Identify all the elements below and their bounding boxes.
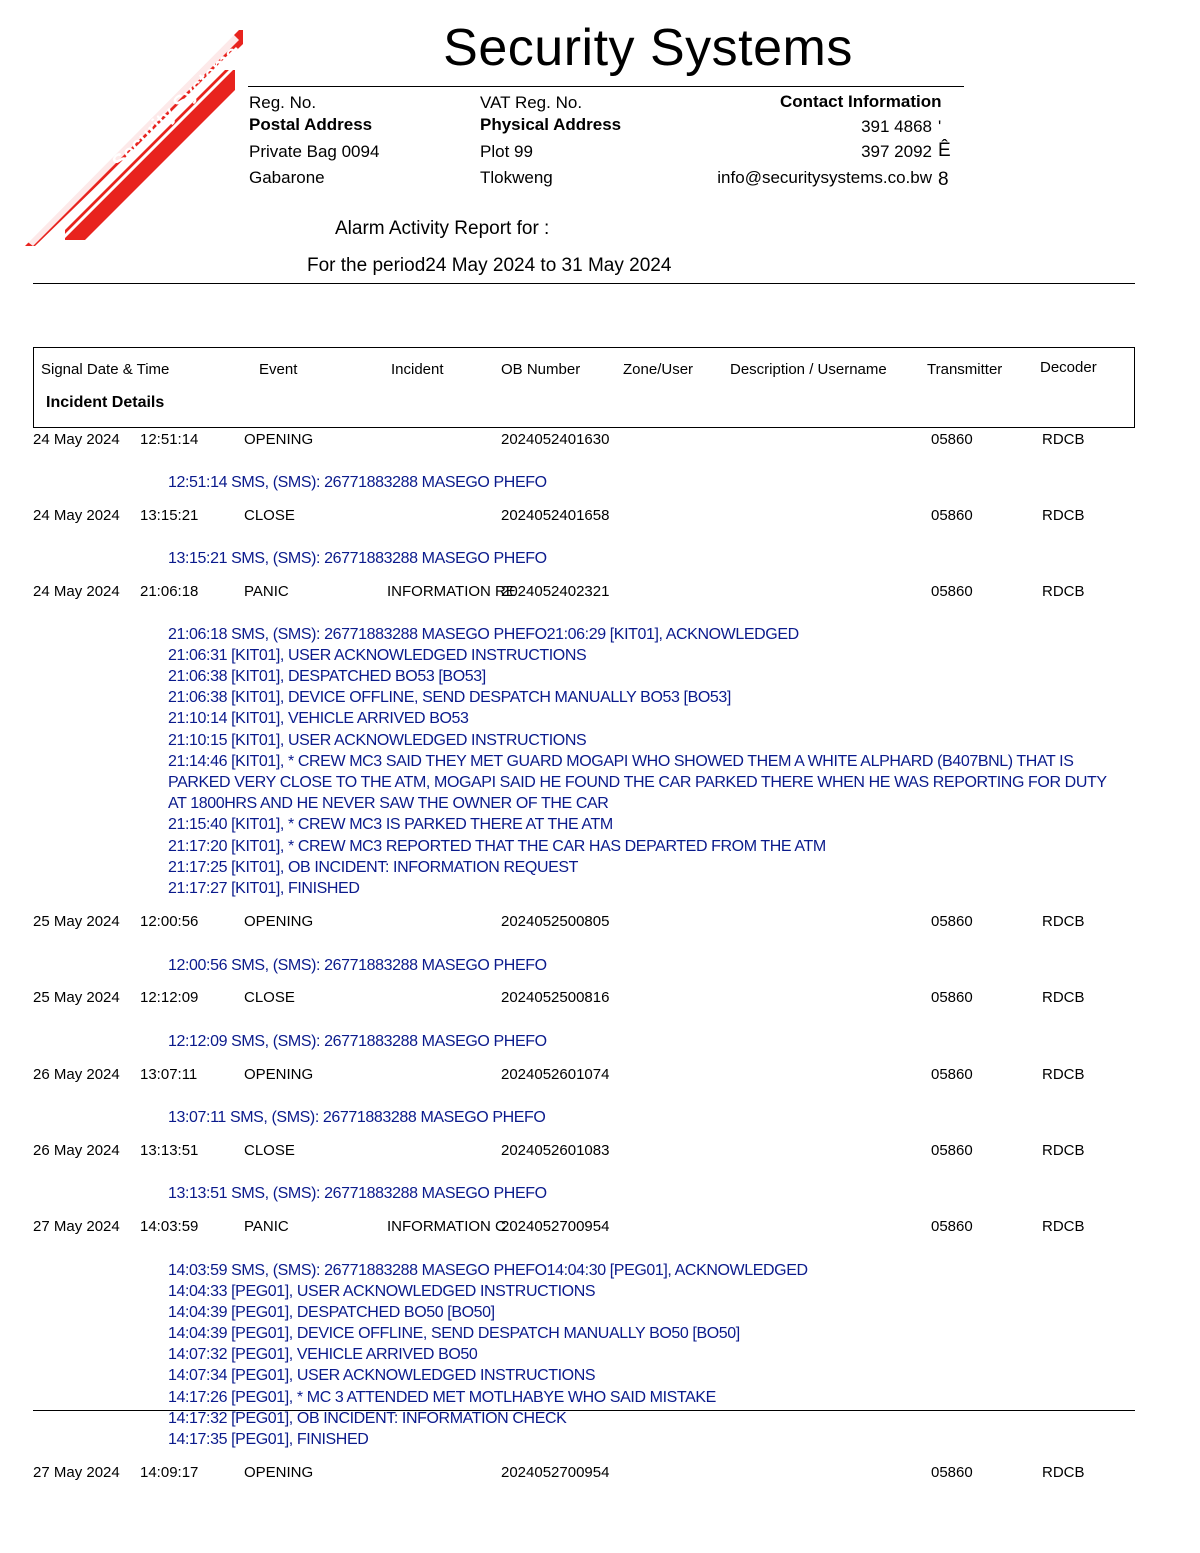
header-divider bbox=[33, 283, 1135, 284]
row-date: 26 May 2024 bbox=[33, 1066, 120, 1083]
row-time: 13:07:11 bbox=[140, 1066, 198, 1083]
vat-label: VAT Reg. No. bbox=[480, 93, 583, 112]
row-transmitter: 05860 bbox=[931, 431, 973, 448]
col-incident-details: Incident Details bbox=[46, 394, 165, 411]
detail-line: 14:04:33 [PEG01], USER ACKNOWLEDGED INSTRUCTIONS bbox=[168, 1283, 596, 1300]
row-date: 24 May 2024 bbox=[33, 507, 120, 524]
detail-line: 21:10:15 [KIT01], USER ACKNOWLEDGED INSTRUCTIONS bbox=[168, 732, 587, 749]
col-event: Event bbox=[259, 361, 298, 378]
row-time: 13:13:51 bbox=[140, 1142, 199, 1159]
row-decoder: RDCB bbox=[1042, 913, 1085, 930]
row-time: 12:51:14 bbox=[140, 431, 199, 448]
row-time: 21:06:18 bbox=[140, 583, 199, 600]
row-event: PANIC bbox=[244, 1218, 289, 1235]
row-transmitter: 05860 bbox=[931, 583, 973, 600]
physical-line2: Tlokweng bbox=[480, 168, 553, 187]
row-decoder: RDCB bbox=[1042, 583, 1085, 600]
col-description: Description / Username bbox=[730, 361, 887, 378]
row-event: OPENING bbox=[244, 1066, 314, 1083]
row-time: 14:03:59 bbox=[140, 1218, 199, 1235]
row-transmitter: 05860 bbox=[931, 1142, 973, 1159]
detail-line: 21:06:18 SMS, (SMS): 26771883288 MASEGO PHEFO21:06:29 [KIT01], ACKNOWLEDGED bbox=[168, 626, 799, 643]
row-transmitter: 05860 bbox=[931, 507, 973, 524]
row-decoder: RDCB bbox=[1042, 989, 1085, 1006]
table-header bbox=[33, 347, 1135, 428]
fax-icon: Ê bbox=[938, 140, 951, 161]
row-decoder: RDCB bbox=[1042, 1464, 1085, 1481]
phone-2: 397 2092 bbox=[861, 142, 932, 161]
row-date: 27 May 2024 bbox=[33, 1464, 120, 1481]
report-title: Alarm Activity Report for : bbox=[335, 218, 550, 239]
col-ob-number: OB Number bbox=[501, 361, 581, 378]
row-transmitter: 05860 bbox=[931, 913, 973, 930]
row-incident: INFORMATION RE bbox=[387, 583, 516, 600]
row-transmitter: 05860 bbox=[931, 1066, 973, 1083]
row-transmitter: 05860 bbox=[931, 989, 973, 1006]
row-date: 25 May 2024 bbox=[33, 989, 120, 1006]
row-decoder: RDCB bbox=[1042, 507, 1085, 524]
row-ob-number: 2024052402321 bbox=[501, 583, 610, 600]
row-date: 27 May 2024 bbox=[33, 1218, 120, 1235]
report-period: For the period24 May 2024 to 31 May 2024 bbox=[307, 255, 672, 276]
row-event: PANIC bbox=[244, 583, 289, 600]
detail-line: 21:06:31 [KIT01], USER ACKNOWLEDGED INSTRUCTIONS bbox=[168, 647, 587, 664]
row-time: 14:09:17 bbox=[140, 1464, 199, 1481]
contact-label: Contact Information bbox=[780, 92, 942, 111]
row-event: OPENING bbox=[244, 431, 314, 448]
row-event: CLOSE bbox=[244, 1142, 295, 1159]
detail-line: 12:00:56 SMS, (SMS): 26771883288 MASEGO PHEFO bbox=[168, 957, 547, 974]
row-ob-number: 2024052601083 bbox=[501, 1142, 610, 1159]
row-incident: INFORMATION C bbox=[387, 1218, 506, 1235]
row-event: CLOSE bbox=[244, 989, 295, 1006]
detail-line: 21:10:14 [KIT01], VEHICLE ARRIVED BO53 bbox=[168, 710, 469, 727]
postal-line2: Gabarone bbox=[249, 168, 325, 187]
detail-line: 13:07:11 SMS, (SMS): 26771883288 MASEGO PHEFO bbox=[168, 1109, 546, 1126]
row-date: 24 May 2024 bbox=[33, 583, 120, 600]
row-date: 24 May 2024 bbox=[33, 431, 120, 448]
logo-text: Security Systems bbox=[108, 41, 243, 174]
detail-line: 21:17:27 [KIT01], FINISHED bbox=[168, 880, 360, 897]
physical-line1: Plot 99 bbox=[480, 142, 533, 161]
row-ob-number: 2024052601074 bbox=[501, 1066, 610, 1083]
detail-line: 21:14:46 [KIT01], * CREW MC3 SAID THEY MET GUARD MOGAPI WHO SHOWED THEM A WHITE ALPHARD (B407BNL) THAT IS bbox=[168, 753, 1074, 770]
row-event: OPENING bbox=[244, 1464, 314, 1481]
col-transmitter: Transmitter bbox=[927, 361, 1003, 378]
detail-line: 14:07:32 [PEG01], VEHICLE ARRIVED BO50 bbox=[168, 1346, 478, 1363]
col-decoder: Decoder bbox=[1040, 359, 1097, 376]
row-time: 13:15:21 bbox=[140, 507, 199, 524]
page-divider bbox=[33, 1410, 1135, 1411]
row-transmitter: 05860 bbox=[931, 1218, 973, 1235]
row-ob-number: 2024052700954 bbox=[501, 1464, 610, 1481]
row-decoder: RDCB bbox=[1042, 1066, 1085, 1083]
detail-line: 12:12:09 SMS, (SMS): 26771883288 MASEGO PHEFO bbox=[168, 1033, 547, 1050]
detail-line: 13:15:21 SMS, (SMS): 26771883288 MASEGO PHEFO bbox=[168, 550, 547, 567]
row-event: CLOSE bbox=[244, 507, 295, 524]
detail-line: 14:04:39 [PEG01], DESPATCHED BO50 [BO50] bbox=[168, 1304, 495, 1321]
detail-line: 14:04:39 [PEG01], DEVICE OFFLINE, SEND DESPATCH MANUALLY BO50 [BO50] bbox=[168, 1325, 740, 1342]
row-ob-number: 2024052401630 bbox=[501, 431, 610, 448]
row-ob-number: 2024052700954 bbox=[501, 1218, 610, 1235]
row-date: 26 May 2024 bbox=[33, 1142, 120, 1159]
company-logo bbox=[25, 30, 243, 246]
detail-line: 21:06:38 [KIT01], DESPATCHED BO53 [BO53] bbox=[168, 668, 486, 685]
email-icon: 8 bbox=[938, 169, 949, 190]
row-ob-number: 2024052500805 bbox=[501, 913, 610, 930]
reg-label: Reg. No. bbox=[249, 93, 317, 112]
row-time: 12:12:09 bbox=[140, 989, 199, 1006]
email: info@securitysystems.co.bw bbox=[717, 168, 932, 187]
row-event: OPENING bbox=[244, 913, 314, 930]
col-zone-user: Zone/User bbox=[623, 361, 694, 378]
detail-line: 21:15:40 [KIT01], * CREW MC3 IS PARKED THERE AT THE ATM bbox=[168, 816, 613, 833]
detail-line: AT 1800HRS AND HE NEVER SAW THE OWNER OF THE CAR bbox=[168, 795, 609, 812]
detail-line: 12:51:14 SMS, (SMS): 26771883288 MASEGO PHEFO bbox=[168, 474, 547, 491]
detail-line: 13:13:51 SMS, (SMS): 26771883288 MASEGO PHEFO bbox=[168, 1185, 547, 1202]
row-decoder: RDCB bbox=[1042, 1218, 1085, 1235]
detail-line: 14:17:32 [PEG01], OB INCIDENT: INFORMATION CHECK bbox=[168, 1410, 567, 1427]
phone-1: 391 4868 bbox=[861, 117, 932, 136]
detail-line: 21:17:25 [KIT01], OB INCIDENT: INFORMATION REQUEST bbox=[168, 859, 579, 876]
postal-label: Postal Address bbox=[249, 115, 373, 134]
postal-line1: Private Bag 0094 bbox=[249, 142, 380, 161]
col-incident: Incident bbox=[391, 361, 444, 378]
physical-label: Physical Address bbox=[480, 115, 622, 134]
company-title: Security Systems bbox=[443, 19, 853, 77]
detail-line: 14:03:59 SMS, (SMS): 26771883288 MASEGO PHEFO14:04:30 [PEG01], ACKNOWLEDGED bbox=[168, 1262, 808, 1279]
row-transmitter: 05860 bbox=[931, 1464, 973, 1481]
row-decoder: RDCB bbox=[1042, 431, 1085, 448]
col-signal-date-time: Signal Date & Time bbox=[41, 361, 170, 378]
title-divider bbox=[248, 86, 964, 87]
phone-icon: ' bbox=[938, 117, 942, 136]
row-ob-number: 2024052401658 bbox=[501, 507, 610, 524]
detail-line: 14:17:26 [PEG01], * MC 3 ATTENDED MET MOTLHABYE WHO SAID MISTAKE bbox=[168, 1389, 716, 1406]
detail-line: 21:06:38 [KIT01], DEVICE OFFLINE, SEND DESPATCH MANUALLY BO53 [BO53] bbox=[168, 689, 731, 706]
row-decoder: RDCB bbox=[1042, 1142, 1085, 1159]
row-time: 12:00:56 bbox=[140, 913, 199, 930]
detail-line: 21:17:20 [KIT01], * CREW MC3 REPORTED THAT THE CAR HAS DEPARTED FROM THE ATM bbox=[168, 838, 826, 855]
row-ob-number: 2024052500816 bbox=[501, 989, 610, 1006]
detail-line: 14:07:34 [PEG01], USER ACKNOWLEDGED INSTRUCTIONS bbox=[168, 1367, 596, 1384]
detail-line: PARKED VERY CLOSE TO THE ATM, MOGAPI SAID HE FOUND THE CAR PARKED THERE WHEN HE WAS REPORTING FOR DUTY bbox=[168, 774, 1107, 791]
row-date: 25 May 2024 bbox=[33, 913, 120, 930]
detail-line: 14:17:35 [PEG01], FINISHED bbox=[168, 1431, 369, 1448]
